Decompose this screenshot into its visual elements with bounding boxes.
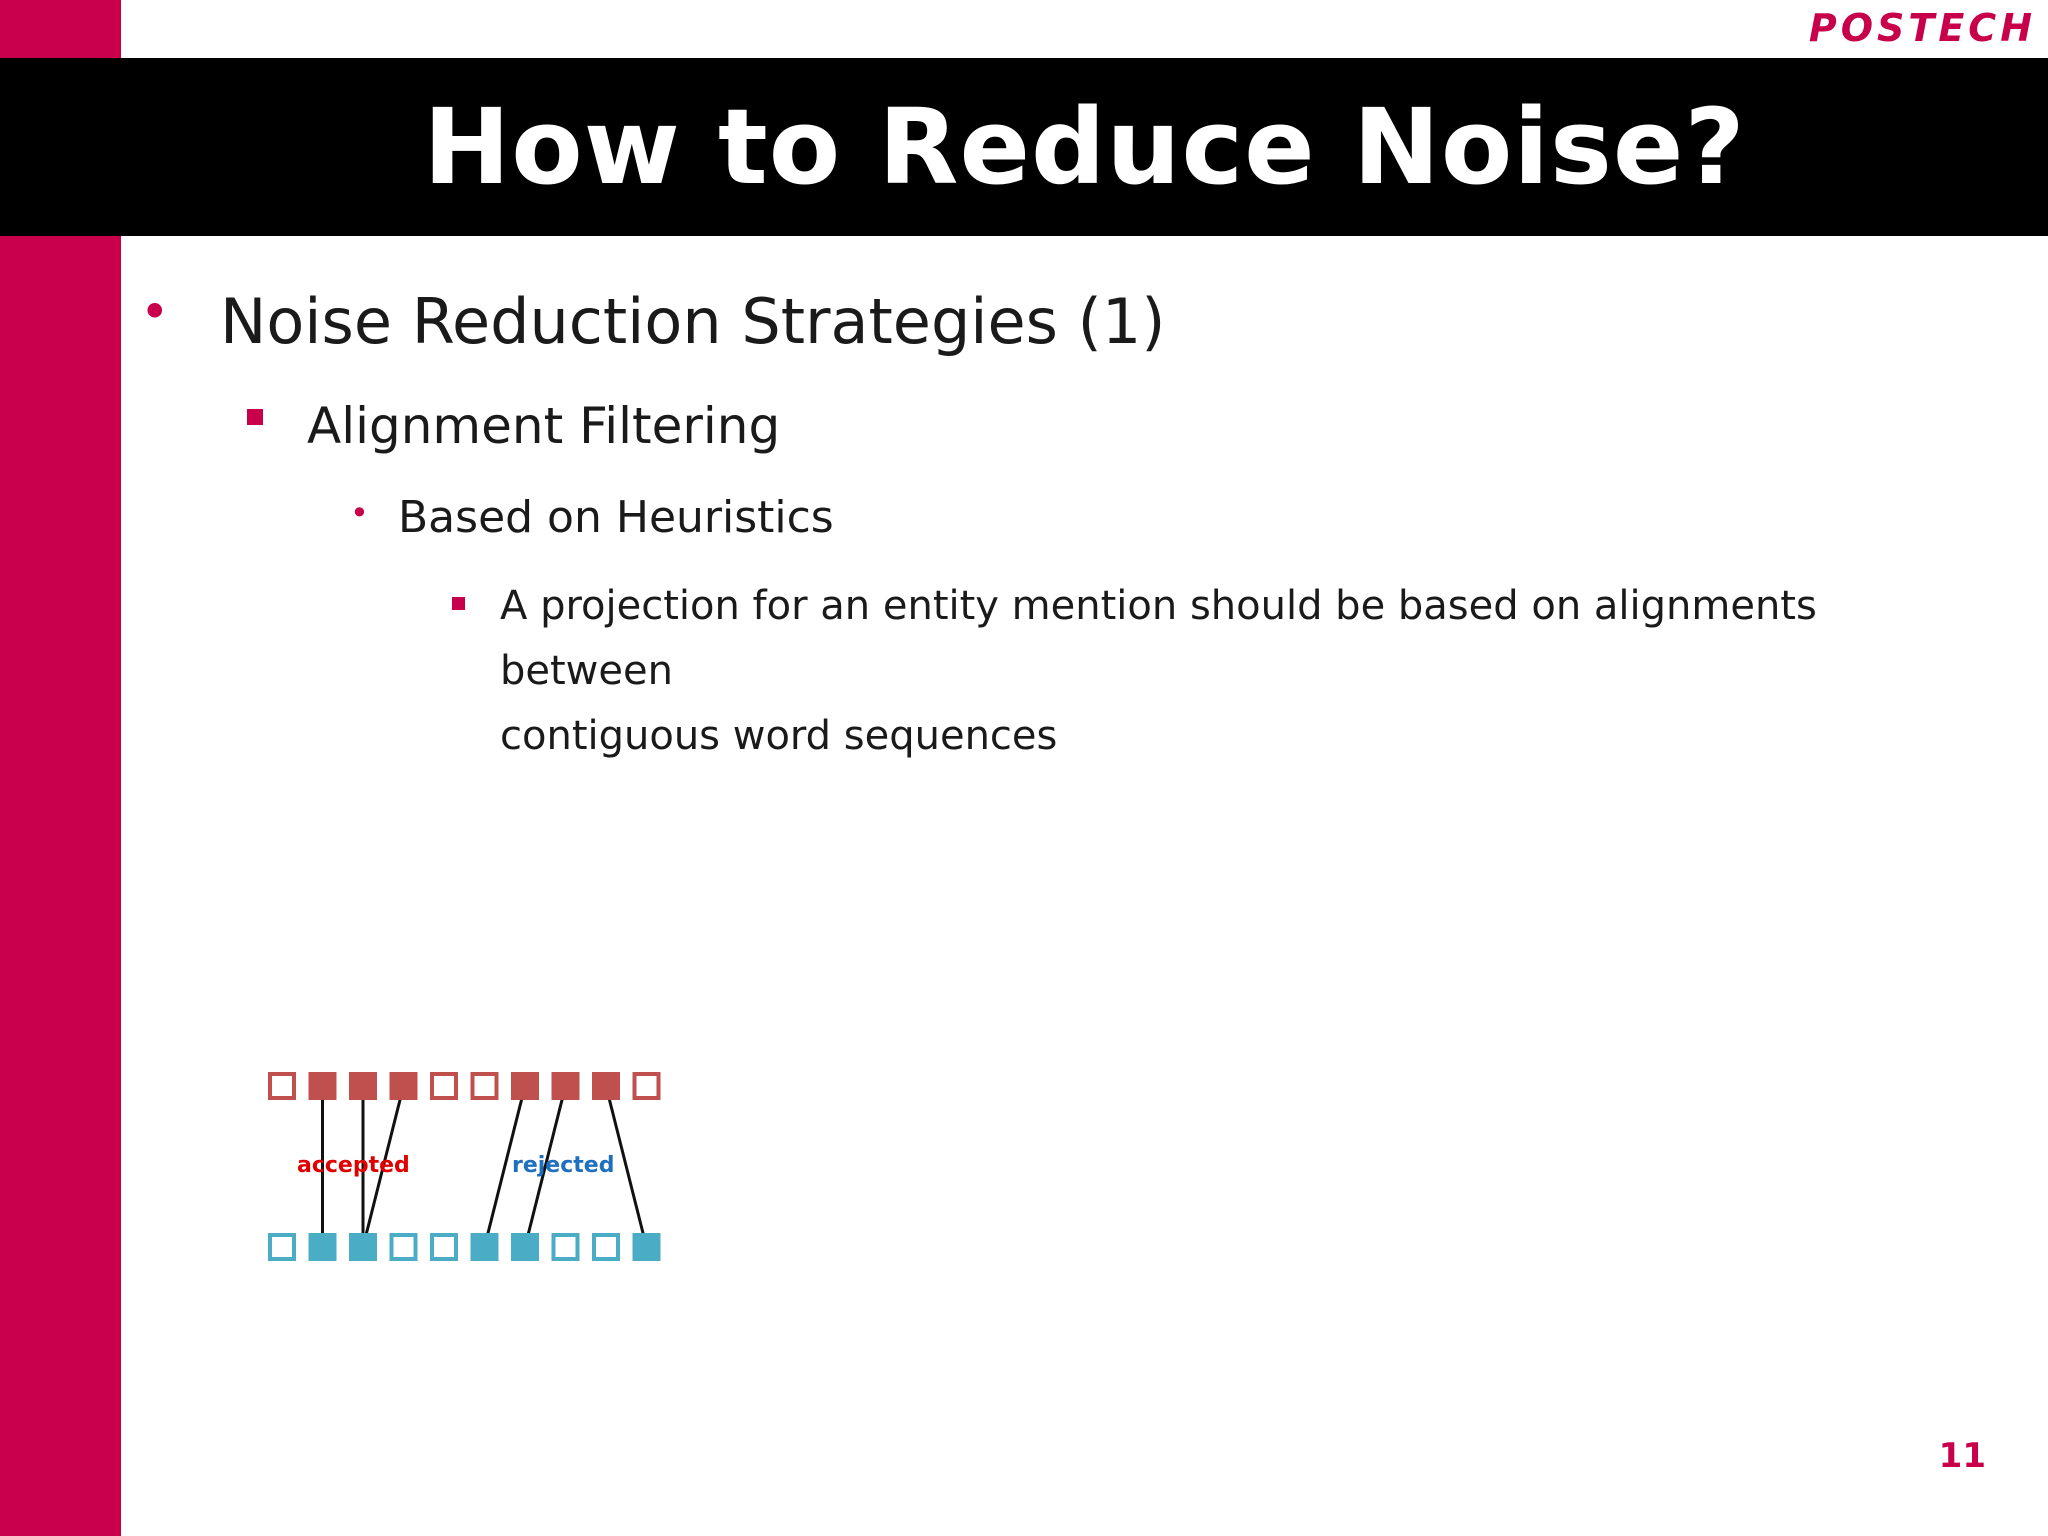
source-token-box xyxy=(473,1074,497,1098)
target-token-box xyxy=(392,1235,416,1259)
target-token-box xyxy=(635,1235,659,1259)
source-token-box xyxy=(270,1074,294,1098)
bullet-level3 xyxy=(350,492,834,543)
bullet-level4-line1: A projection for an entity mention should be based on alignments between xyxy=(500,583,1817,694)
source-token-box xyxy=(513,1074,537,1098)
page-number: 11 xyxy=(1938,1436,1986,1476)
bullet-dot-icon: • xyxy=(350,494,369,532)
bullet-level1 xyxy=(140,283,1166,358)
bullet-level3-text: Based on Heuristics xyxy=(398,492,834,543)
source-token-box xyxy=(311,1074,335,1098)
target-token-box xyxy=(554,1235,578,1259)
source-token-box xyxy=(554,1074,578,1098)
slide-title: How to Reduce Noise? xyxy=(423,86,1746,208)
target-token-box xyxy=(513,1235,537,1259)
source-token-row xyxy=(270,1074,659,1098)
rejected-label: rejected xyxy=(512,1153,615,1178)
bullet-level2 xyxy=(307,397,780,455)
bullet-level2-text: Alignment Filtering xyxy=(307,397,781,455)
bullet-level1-text: Noise Reduction Strategies (1) xyxy=(220,285,1166,358)
alignment-diagram xyxy=(260,1060,680,1280)
bullet-level4 xyxy=(500,574,2000,769)
bullet-dot-icon: • xyxy=(140,283,170,341)
postech-logo: POSTECH xyxy=(1808,6,2036,50)
source-token-box xyxy=(594,1074,618,1098)
bullet-square-icon xyxy=(452,597,465,610)
target-token-row xyxy=(270,1235,659,1259)
source-token-box xyxy=(432,1074,456,1098)
source-token-box xyxy=(392,1074,416,1098)
bullet-level4-line2: contiguous word sequences xyxy=(500,713,1058,759)
target-token-box xyxy=(432,1235,456,1259)
source-token-box xyxy=(351,1074,375,1098)
target-token-box xyxy=(473,1235,497,1259)
source-token-box xyxy=(635,1074,659,1098)
target-token-box xyxy=(351,1235,375,1259)
accepted-label: accepted xyxy=(297,1153,410,1178)
bullet-square-icon xyxy=(247,409,263,425)
target-token-box xyxy=(270,1235,294,1259)
target-token-box xyxy=(311,1235,335,1259)
target-token-box xyxy=(594,1235,618,1259)
